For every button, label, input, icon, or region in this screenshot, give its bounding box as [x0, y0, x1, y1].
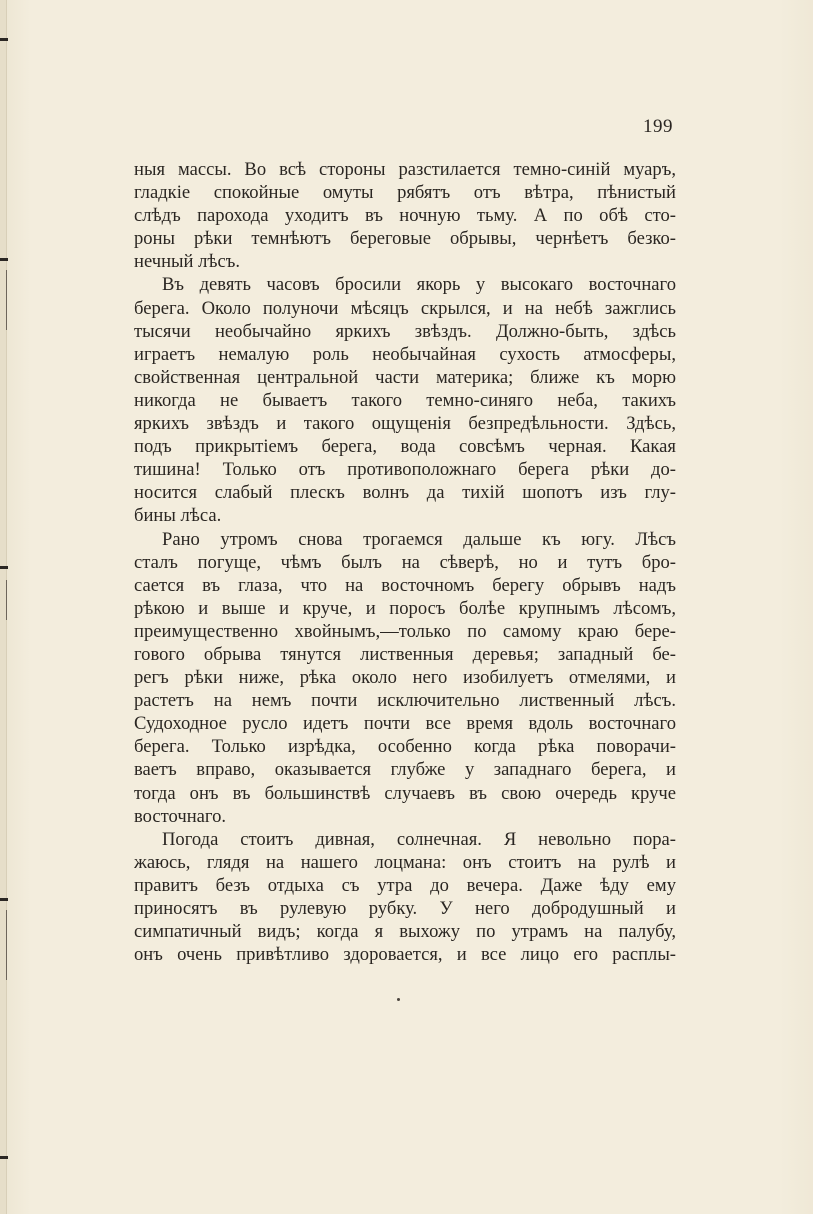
- text-line: жаюсь, глядя на нашего лоцмана: онъ стоитъ на рулѣ и: [134, 851, 676, 873]
- text-line: тысячи необычайно яркихъ звѣздъ. Должно-быть, здѣсь: [134, 320, 676, 342]
- edge-line: [6, 910, 7, 980]
- edge-mark: [0, 566, 8, 569]
- text-line: слѣдъ парохода уходитъ въ ночную тьму. А по обѣ сто-: [134, 205, 676, 227]
- text-line: приносятъ въ рулевую рубку. У него добродушный и: [134, 898, 676, 919]
- text-line: Погода стоитъ дивная, солнечная. Я невольно пора-: [162, 828, 676, 850]
- text-line: Рано утромъ снова трогаемся дальше къ югу. Лѣсъ: [162, 528, 676, 550]
- text-line: бины лѣса.: [134, 505, 222, 527]
- edge-mark: [0, 38, 8, 41]
- text-line: гладкіе спокойные омуты рябятъ отъ вѣтра, пѣнистый: [134, 182, 676, 204]
- body-text: [134, 158, 676, 966]
- text-line: Въ девять часовъ бросили якорь у высокаго восточнаго: [162, 274, 676, 296]
- text-line: симпатичный видъ; когда я выхожу по утрамъ на палубу,: [134, 921, 676, 943]
- text-line: яркихъ звѣздъ и такого ощущенія безпредѣльности. Здѣсь,: [134, 413, 676, 435]
- text-line: Судоходное русло идетъ почти все время вдоль восточнаго: [134, 713, 676, 735]
- text-line: преимущественно хвойнымъ,—только по самому краю бере-: [134, 620, 676, 642]
- text-line: никогда не бываетъ такого темно-синяго неба, такихъ: [134, 389, 676, 411]
- text-line: регъ рѣки ниже, рѣка около него изобилуетъ отмелями, и: [134, 667, 676, 689]
- text-line: ваетъ вправо, оказывается глубже у западнаго берега, и: [134, 759, 676, 781]
- text-line: восточнаго.: [134, 805, 227, 827]
- text-line: рѣкою и выше и круче, и поросъ болѣе крупнымъ лѣсомъ,: [134, 597, 676, 619]
- text-line: свойственная центральной части материка; ближе къ морю: [134, 366, 676, 388]
- text-line: ныя массы. Во всѣ стороны разстилается темно-синій муаръ,: [134, 159, 676, 180]
- text-line: онъ очень привѣтливо здоровается, и все лицо его расплы-: [134, 944, 676, 966]
- text-line: сталъ погуще, чѣмъ былъ на сѣверѣ, но и тутъ бро-: [134, 551, 676, 573]
- text-line: роны рѣки темнѣютъ береговые обрывы, чернѣетъ безко-: [134, 228, 676, 250]
- text-line: носится слабый плескъ волнъ да тихій шопотъ изъ глу-: [134, 482, 676, 504]
- edge-line: [6, 270, 7, 330]
- text-line: гового обрыва тянутся лиственныя деревья; западный бе-: [134, 643, 676, 665]
- text-line: тишина! Только отъ противоположнаго берега рѣки до-: [134, 459, 676, 481]
- edge-line: [6, 580, 7, 620]
- text-line: подъ прикрытіемъ берега, вода совсѣмъ черная. Какая: [134, 436, 676, 458]
- text-line: растетъ на немъ почти исключительно лиственный лѣсъ.: [134, 690, 676, 712]
- edge-mark: [0, 898, 8, 901]
- text-line: играетъ немалую роль необычайная сухость атмосферы,: [134, 343, 676, 365]
- text-line: нечный лѣсъ.: [134, 251, 241, 273]
- text-line: сается въ глаза, что на восточномъ берегу обрывъ надъ: [134, 574, 676, 596]
- text-line: тогда онъ въ большинствѣ случаевъ въ свою очередь круче: [134, 782, 676, 804]
- edge-mark: [0, 1156, 8, 1159]
- page-number: 199: [643, 116, 673, 137]
- text-line: правитъ безъ отдыха съ утра до вечера. Даже ѣду ему: [134, 874, 676, 896]
- ink-speck: [397, 998, 400, 1001]
- text-line: берега. Около полуночи мѣсяцъ скрылся, и на небѣ зажглись: [134, 297, 676, 319]
- edge-mark: [0, 258, 8, 261]
- text-line: берега. Только изрѣдка, особенно когда рѣка поворачи-: [134, 736, 676, 758]
